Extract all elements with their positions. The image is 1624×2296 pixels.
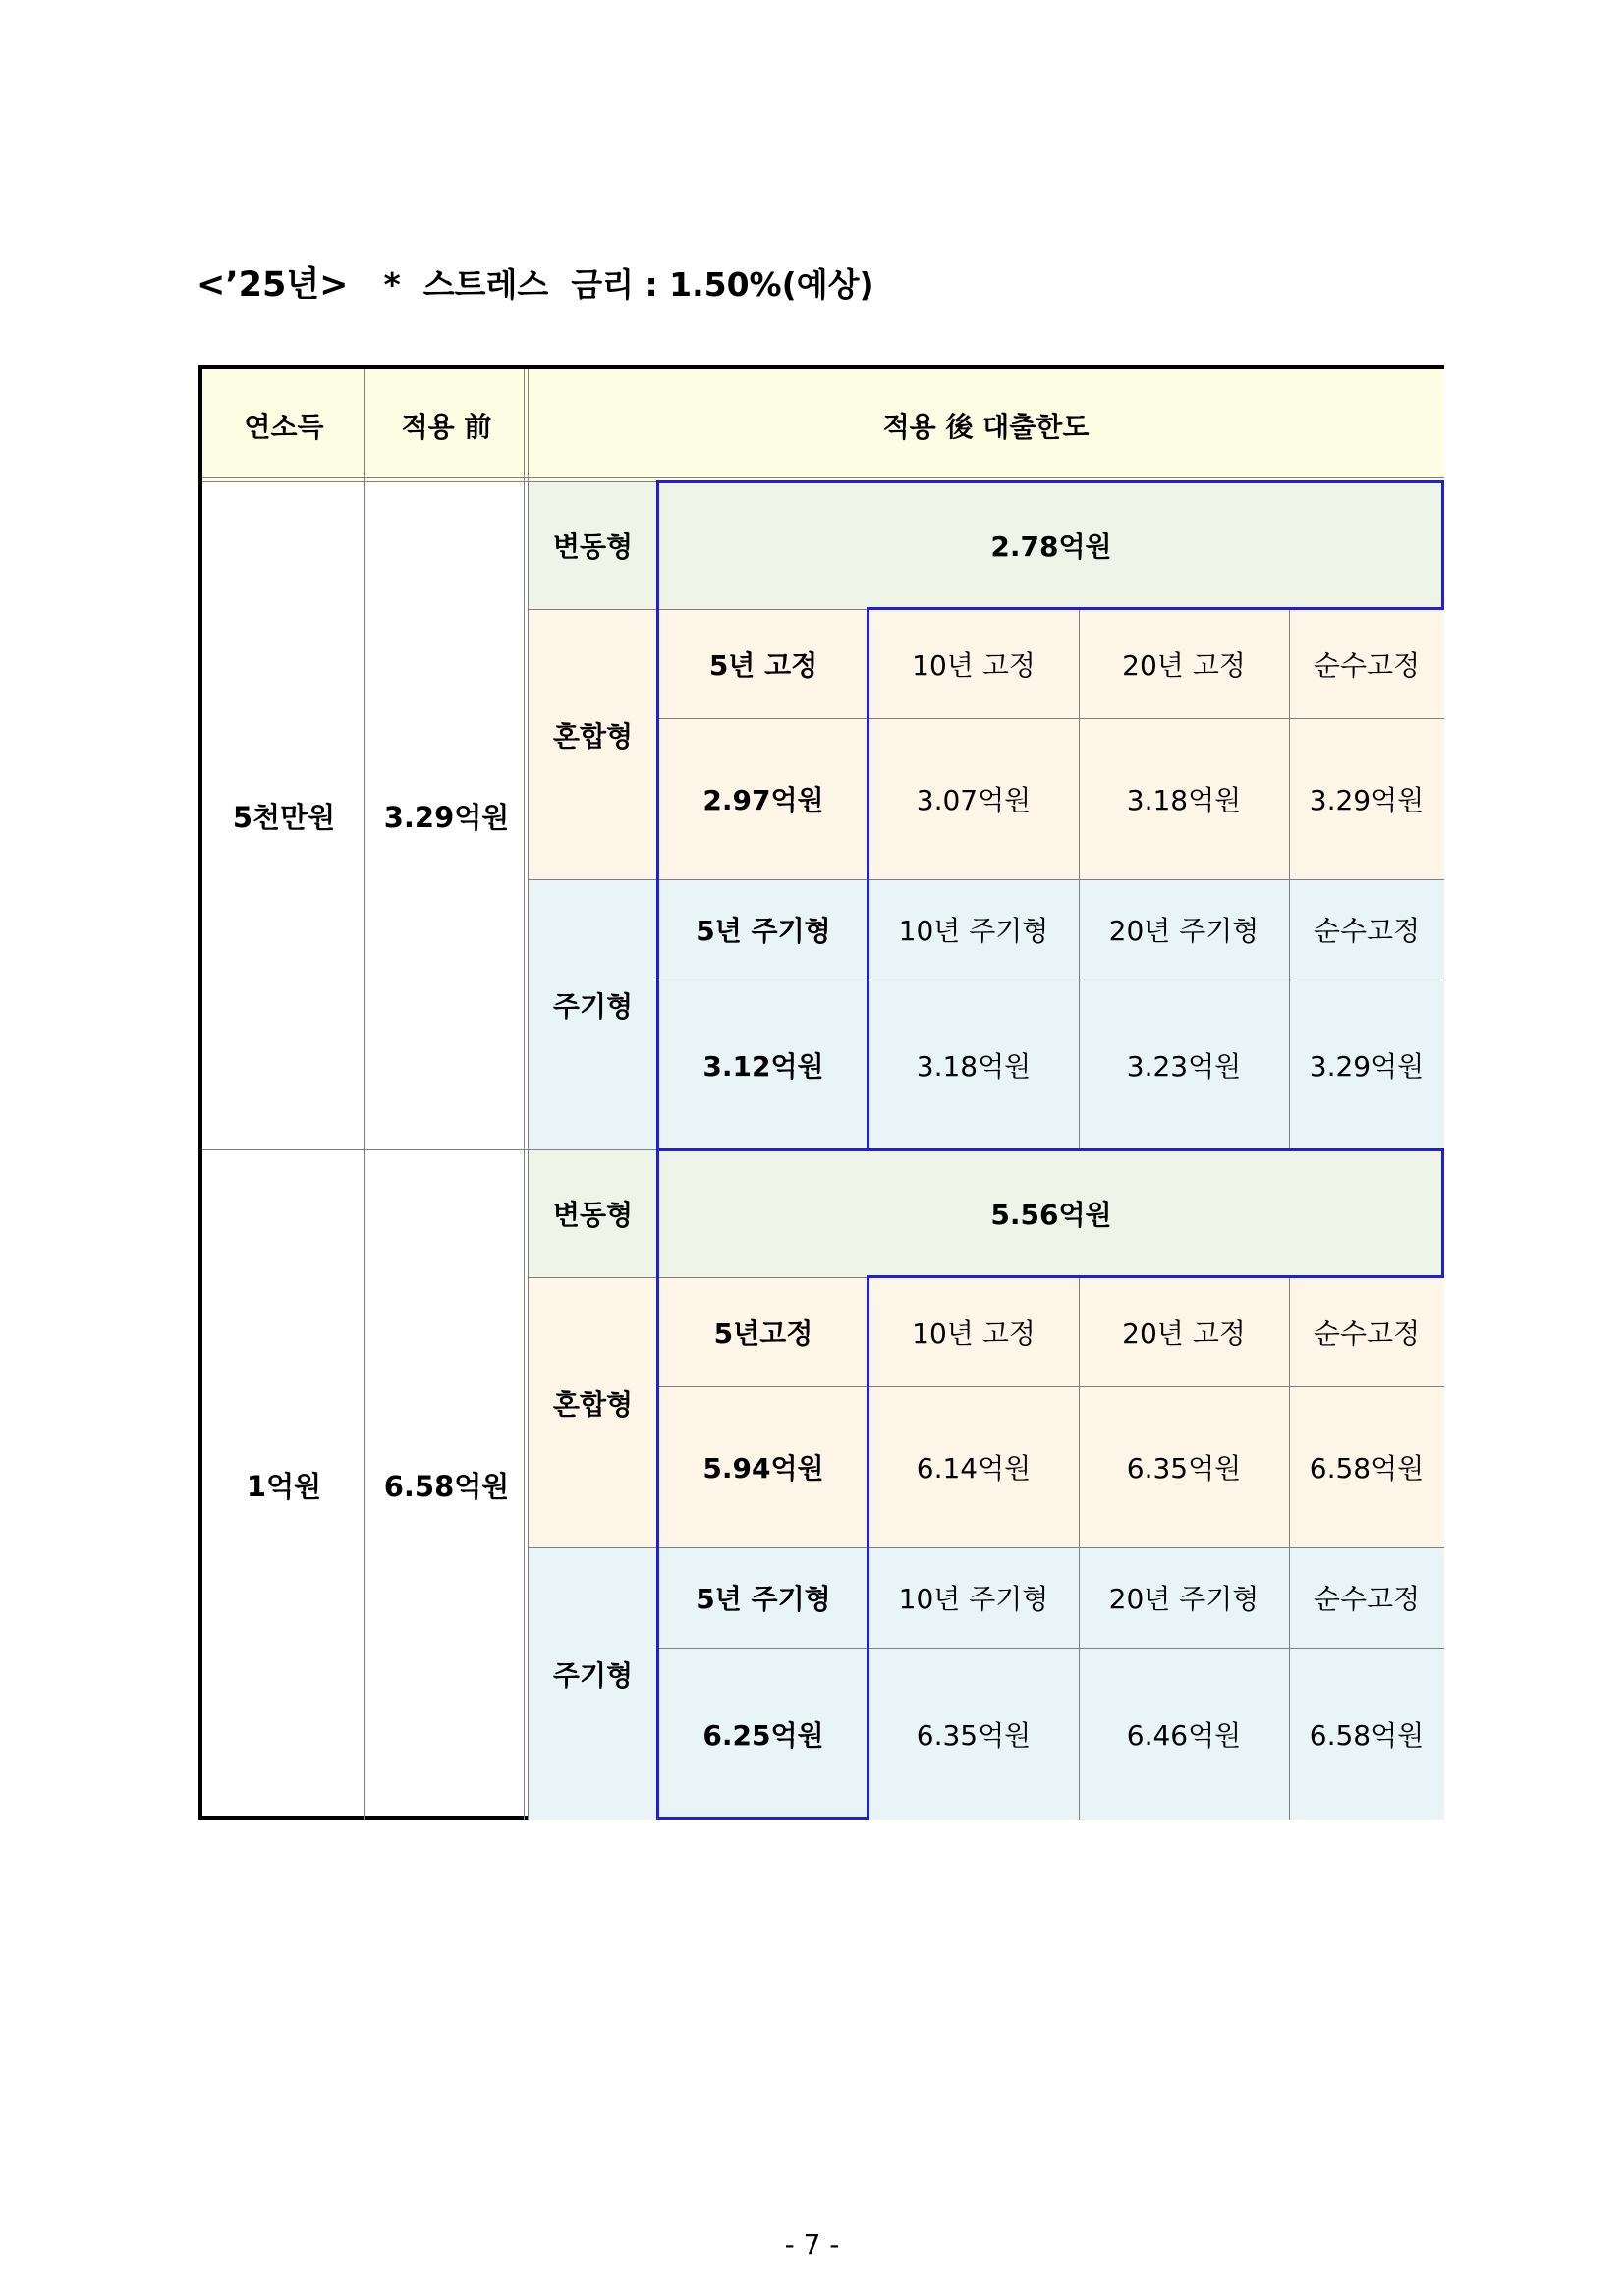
group2-before: 6.58억원 (383, 1469, 510, 1503)
highlight-border (656, 1148, 1444, 1151)
group2-periodic-option-2: 10년 주기형 (868, 1547, 1079, 1648)
grid-line (1079, 1277, 1080, 1820)
group2-periodic-value-4: 6.58억원 (1289, 1648, 1444, 1820)
group2-variable-value: 5.56억원 (658, 1149, 1444, 1277)
highlight-border (867, 1275, 1444, 1278)
grid-line (202, 477, 1444, 478)
group2-periodic-option-3: 20년 주기형 (1079, 1547, 1289, 1648)
group2-mixed-option-2: 10년 고정 (868, 1277, 1079, 1386)
grid-line (364, 369, 365, 1820)
group1-mixed-option-1: 5년 고정 (658, 609, 868, 718)
group1-periodic-option-1: 5년 주기형 (658, 879, 868, 980)
group2-periodic-value-1: 6.25억원 (658, 1648, 868, 1820)
group2-mixed-option-3: 20년 고정 (1079, 1277, 1289, 1386)
group1-periodic-option-4: 순수고정 (1289, 879, 1444, 980)
highlight-border (656, 1148, 659, 1820)
loan-limit-table (198, 365, 1444, 1820)
group2-mixed-label: 혼합형 (528, 1277, 658, 1547)
grid-line (528, 879, 1444, 880)
group1-periodic-value-4: 3.29억원 (1289, 980, 1444, 1149)
grid-line (528, 1547, 1444, 1548)
group1-before: 3.29억원 (383, 800, 510, 834)
group1-mixed-option-3: 20년 고정 (1079, 609, 1289, 718)
highlight-border (867, 607, 869, 1151)
page-number: - 7 - (784, 2228, 840, 2261)
group1-mixed-value-1: 2.97억원 (658, 718, 868, 879)
group1-mixed-value-3: 3.18억원 (1079, 718, 1289, 879)
grid-line (658, 1648, 1444, 1649)
group1-periodic-value-1: 3.12억원 (658, 980, 868, 1149)
highlight-border (1441, 480, 1444, 610)
highlight-border (867, 1275, 869, 1820)
group1-periodic-option-3: 20년 주기형 (1079, 879, 1289, 980)
group2-periodic-option-1: 5년 주기형 (658, 1547, 868, 1648)
group2-periodic-value-2: 6.35억원 (868, 1648, 1079, 1820)
group2-mixed-value-1: 5.94억원 (658, 1386, 868, 1547)
group2-mixed-value-3: 6.35억원 (1079, 1386, 1289, 1547)
group2-mixed-value-4: 6.58억원 (1289, 1386, 1444, 1547)
group1-periodic-value-2: 3.18억원 (868, 980, 1079, 1149)
heading-stress-rate-note: * 스트레스 금리 : 1.50%(예상) (383, 265, 874, 304)
highlight-border (656, 480, 1444, 483)
highlight-border (656, 1817, 869, 1820)
section-heading (196, 257, 874, 307)
highlight-border (867, 607, 1444, 610)
group2-periodic-value-3: 6.46억원 (1079, 1648, 1289, 1820)
group1-periodic-option-2: 10년 주기형 (868, 879, 1079, 980)
grid-line (528, 369, 529, 1820)
group2-income: 1억원 (246, 1469, 322, 1503)
group1-mixed-option-4: 순수고정 (1289, 609, 1444, 718)
grid-line (1289, 1277, 1290, 1820)
header-income: 연소득 (202, 369, 365, 481)
group1-variable-label: 변동형 (528, 481, 658, 609)
group1-periodic-value-3: 3.23억원 (1079, 980, 1289, 1149)
heading-year: <’25년> (196, 265, 349, 305)
group2-mixed-value-2: 6.14억원 (868, 1386, 1079, 1547)
highlight-border (1441, 1148, 1444, 1278)
header-after: 적용 後 대출한도 (528, 369, 1444, 481)
group2-periodic-label: 주기형 (528, 1547, 658, 1820)
group1-mixed-value-2: 3.07억원 (868, 718, 1079, 879)
group1-periodic-label: 주기형 (528, 879, 658, 1149)
group1-variable-value: 2.78억원 (658, 481, 1444, 609)
group2-periodic-option-4: 순수고정 (1289, 1547, 1444, 1648)
grid-line (658, 718, 1444, 719)
highlight-border (656, 480, 659, 1151)
group1-income: 5천만원 (232, 800, 336, 834)
grid-line (658, 1386, 1444, 1387)
header-before: 적용 前 (365, 369, 528, 481)
group2-variable-label: 변동형 (528, 1149, 658, 1277)
group2-mixed-option-1: 5년고정 (658, 1277, 868, 1386)
grid-line (524, 369, 525, 1820)
group2-mixed-option-4: 순수고정 (1289, 1277, 1444, 1386)
group1-mixed-option-2: 10년 고정 (868, 609, 1079, 718)
group1-mixed-label: 혼합형 (528, 609, 658, 879)
group1-mixed-value-4: 3.29억원 (1289, 718, 1444, 879)
